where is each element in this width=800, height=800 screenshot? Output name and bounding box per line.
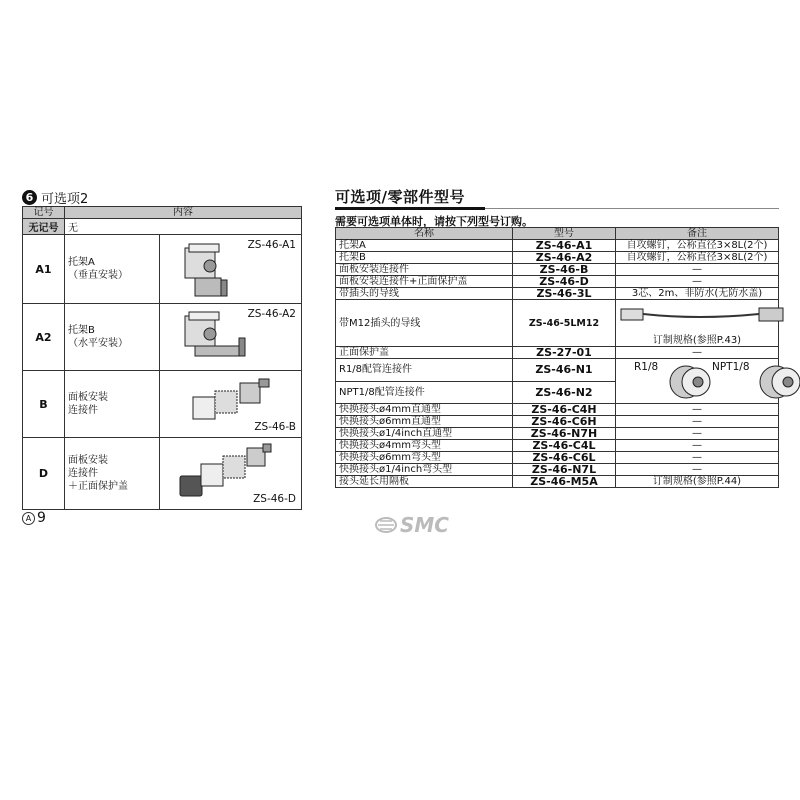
no-code-label: 无记号 [23, 219, 65, 235]
table-row [336, 452, 779, 464]
part-name: 快换接头ø6mm弯头型 [336, 452, 513, 464]
part-name: 接头延长用隔板 [336, 476, 513, 488]
part-number: ZS-46-C4L [513, 440, 616, 452]
part-name: 快换接头ø6mm直通型 [336, 416, 513, 428]
part-number: ZS-46-A1 [513, 240, 616, 252]
part-remark: — [616, 416, 779, 428]
options-table [22, 206, 302, 510]
panel-mount-cover-image [175, 442, 275, 502]
table-row [336, 416, 779, 428]
option-image-cell [160, 438, 302, 510]
option-code: D [23, 438, 65, 510]
part-name: 带插头的导线 [336, 288, 513, 300]
table-row [336, 276, 779, 288]
desc-line: 连接件 [68, 468, 98, 479]
parts-title: 可选项/零部件型号 [335, 188, 465, 206]
part-remark: — [616, 440, 779, 452]
part-remark: — [616, 347, 779, 359]
part-name: 托架B [336, 252, 513, 264]
part-number: ZS-46-C4H [513, 404, 616, 416]
desc-line: 托架B [68, 325, 95, 336]
part-number: ZS-46-N7H [513, 428, 616, 440]
desc-line: ＋正面保护盖 [68, 481, 128, 492]
desc-line: 托架A [68, 257, 95, 268]
part-number: ZS-27-01 [513, 347, 616, 359]
option-desc [65, 304, 160, 371]
table-row [336, 288, 779, 300]
table-row [336, 264, 779, 276]
part-number: ZS-46-N1 [513, 359, 616, 382]
desc-line: 面板安装 [68, 455, 108, 466]
header-part: 型号 [513, 228, 616, 240]
fitting-image-cell [616, 359, 779, 404]
header-code: 记号 [23, 207, 65, 219]
part-number: ZS-46-3L [513, 288, 616, 300]
part-number: ZS-46-C6L [513, 452, 616, 464]
part-number: ZS-46-C6H [513, 416, 616, 428]
part-name: 正面保护盖 [336, 347, 513, 359]
title-rule [485, 208, 779, 209]
option-desc [65, 235, 160, 304]
table-row [23, 304, 302, 371]
part-remark: — [616, 428, 779, 440]
table-row [23, 235, 302, 304]
part-number: ZS-46-D [513, 276, 616, 288]
order-note: 需要可选项单体时，请按下列型号订购。 [335, 215, 533, 228]
part-remark: — [616, 452, 779, 464]
bracket-b-image [175, 308, 255, 368]
part-remark: 订制规格(参照P.44) [616, 476, 779, 488]
table-row [23, 371, 302, 438]
table-row [336, 428, 779, 440]
page-number [22, 510, 46, 526]
desc-line: （垂直安装） [68, 270, 128, 281]
part-remark: — [616, 404, 779, 416]
part-remark: — [616, 264, 779, 276]
table-row [23, 219, 302, 235]
fitting-npt-image [756, 362, 800, 402]
part-name: 带M12插头的导线 [336, 300, 513, 347]
cable-image [619, 304, 789, 326]
section-number-badge: 6 [22, 190, 37, 205]
desc-line: 连接件 [68, 405, 98, 416]
option-image-cell [160, 304, 302, 371]
part-name: 快换接头ø1/4inch弯头型 [336, 464, 513, 476]
part-name: R1/8配管连接件 [336, 359, 513, 382]
table-row [336, 476, 779, 488]
fitting-label-npt: NPT1/8 [712, 361, 750, 373]
part-name: 快换接头ø1/4inch直通型 [336, 428, 513, 440]
part-remark: — [616, 464, 779, 476]
title-underline [335, 207, 485, 210]
option-desc [65, 371, 160, 438]
part-remark-cell [616, 300, 779, 347]
section-title-text: 可选项2 [41, 192, 89, 207]
part-remark: 3芯、2m、非防水(无防水盖) [616, 288, 779, 300]
model-label: ZS-46-B [254, 421, 296, 433]
page-mark: A [22, 512, 35, 525]
option-desc [65, 438, 160, 510]
section-title [22, 188, 88, 207]
option-image-cell [160, 371, 302, 438]
model-label: ZS-46-A1 [247, 239, 296, 251]
part-number: ZS-46-N2 [513, 381, 616, 404]
fitting-r-image [666, 362, 726, 402]
part-name: 快换接头ø4mm直通型 [336, 404, 513, 416]
part-name: 面板安装连接件+正面保护盖 [336, 276, 513, 288]
option-code: A2 [23, 304, 65, 371]
part-name: 托架A [336, 240, 513, 252]
table-row [23, 438, 302, 510]
fitting-label-r: R1/8 [634, 361, 659, 373]
smc-logo-text: SMC [400, 513, 449, 537]
part-name: 面板安装连接件 [336, 264, 513, 276]
part-number: ZS-46-B [513, 264, 616, 276]
table-row [336, 240, 779, 252]
option-code: A1 [23, 235, 65, 304]
table-row [336, 440, 779, 452]
no-code-value: 无 [65, 219, 302, 235]
table-row [336, 404, 779, 416]
table-row [336, 359, 779, 382]
part-name: 快换接头ø4mm弯头型 [336, 440, 513, 452]
part-number: ZS-46-A2 [513, 252, 616, 264]
desc-line: （水平安装） [68, 338, 128, 349]
part-remark: 订制规格(参照P.43) [652, 335, 742, 346]
smc-logo [375, 513, 449, 537]
part-remark: — [616, 276, 779, 288]
parts-table [335, 227, 779, 488]
header-content: 内容 [65, 207, 302, 219]
option-code: B [23, 371, 65, 438]
table-row [336, 347, 779, 359]
part-number: ZS-46-5LM12 [513, 300, 616, 347]
header-remark: 备注 [616, 228, 779, 240]
table-row [336, 300, 779, 347]
bracket-a-image [175, 240, 245, 300]
part-remark: 自攻螺钉，公称直径3×8L(2个) [616, 252, 779, 264]
panel-mount-image [185, 375, 275, 430]
model-label: ZS-46-D [253, 493, 296, 505]
part-name: NPT1/8配管连接件 [336, 381, 513, 404]
header-name: 名称 [336, 228, 513, 240]
table-header-row [23, 207, 302, 219]
part-number: ZS-46-M5A [513, 476, 616, 488]
desc-line: 面板安装 [68, 392, 108, 403]
part-remark: 自攻螺钉，公称直径3×8L(2个) [616, 240, 779, 252]
smc-logo-mark-icon [375, 516, 397, 534]
table-row [336, 252, 779, 264]
part-number: ZS-46-N7L [513, 464, 616, 476]
table-header-row [336, 228, 779, 240]
page-number-text: 9 [37, 510, 46, 526]
option-image-cell [160, 235, 302, 304]
model-label: ZS-46-A2 [247, 308, 296, 320]
table-row [336, 464, 779, 476]
